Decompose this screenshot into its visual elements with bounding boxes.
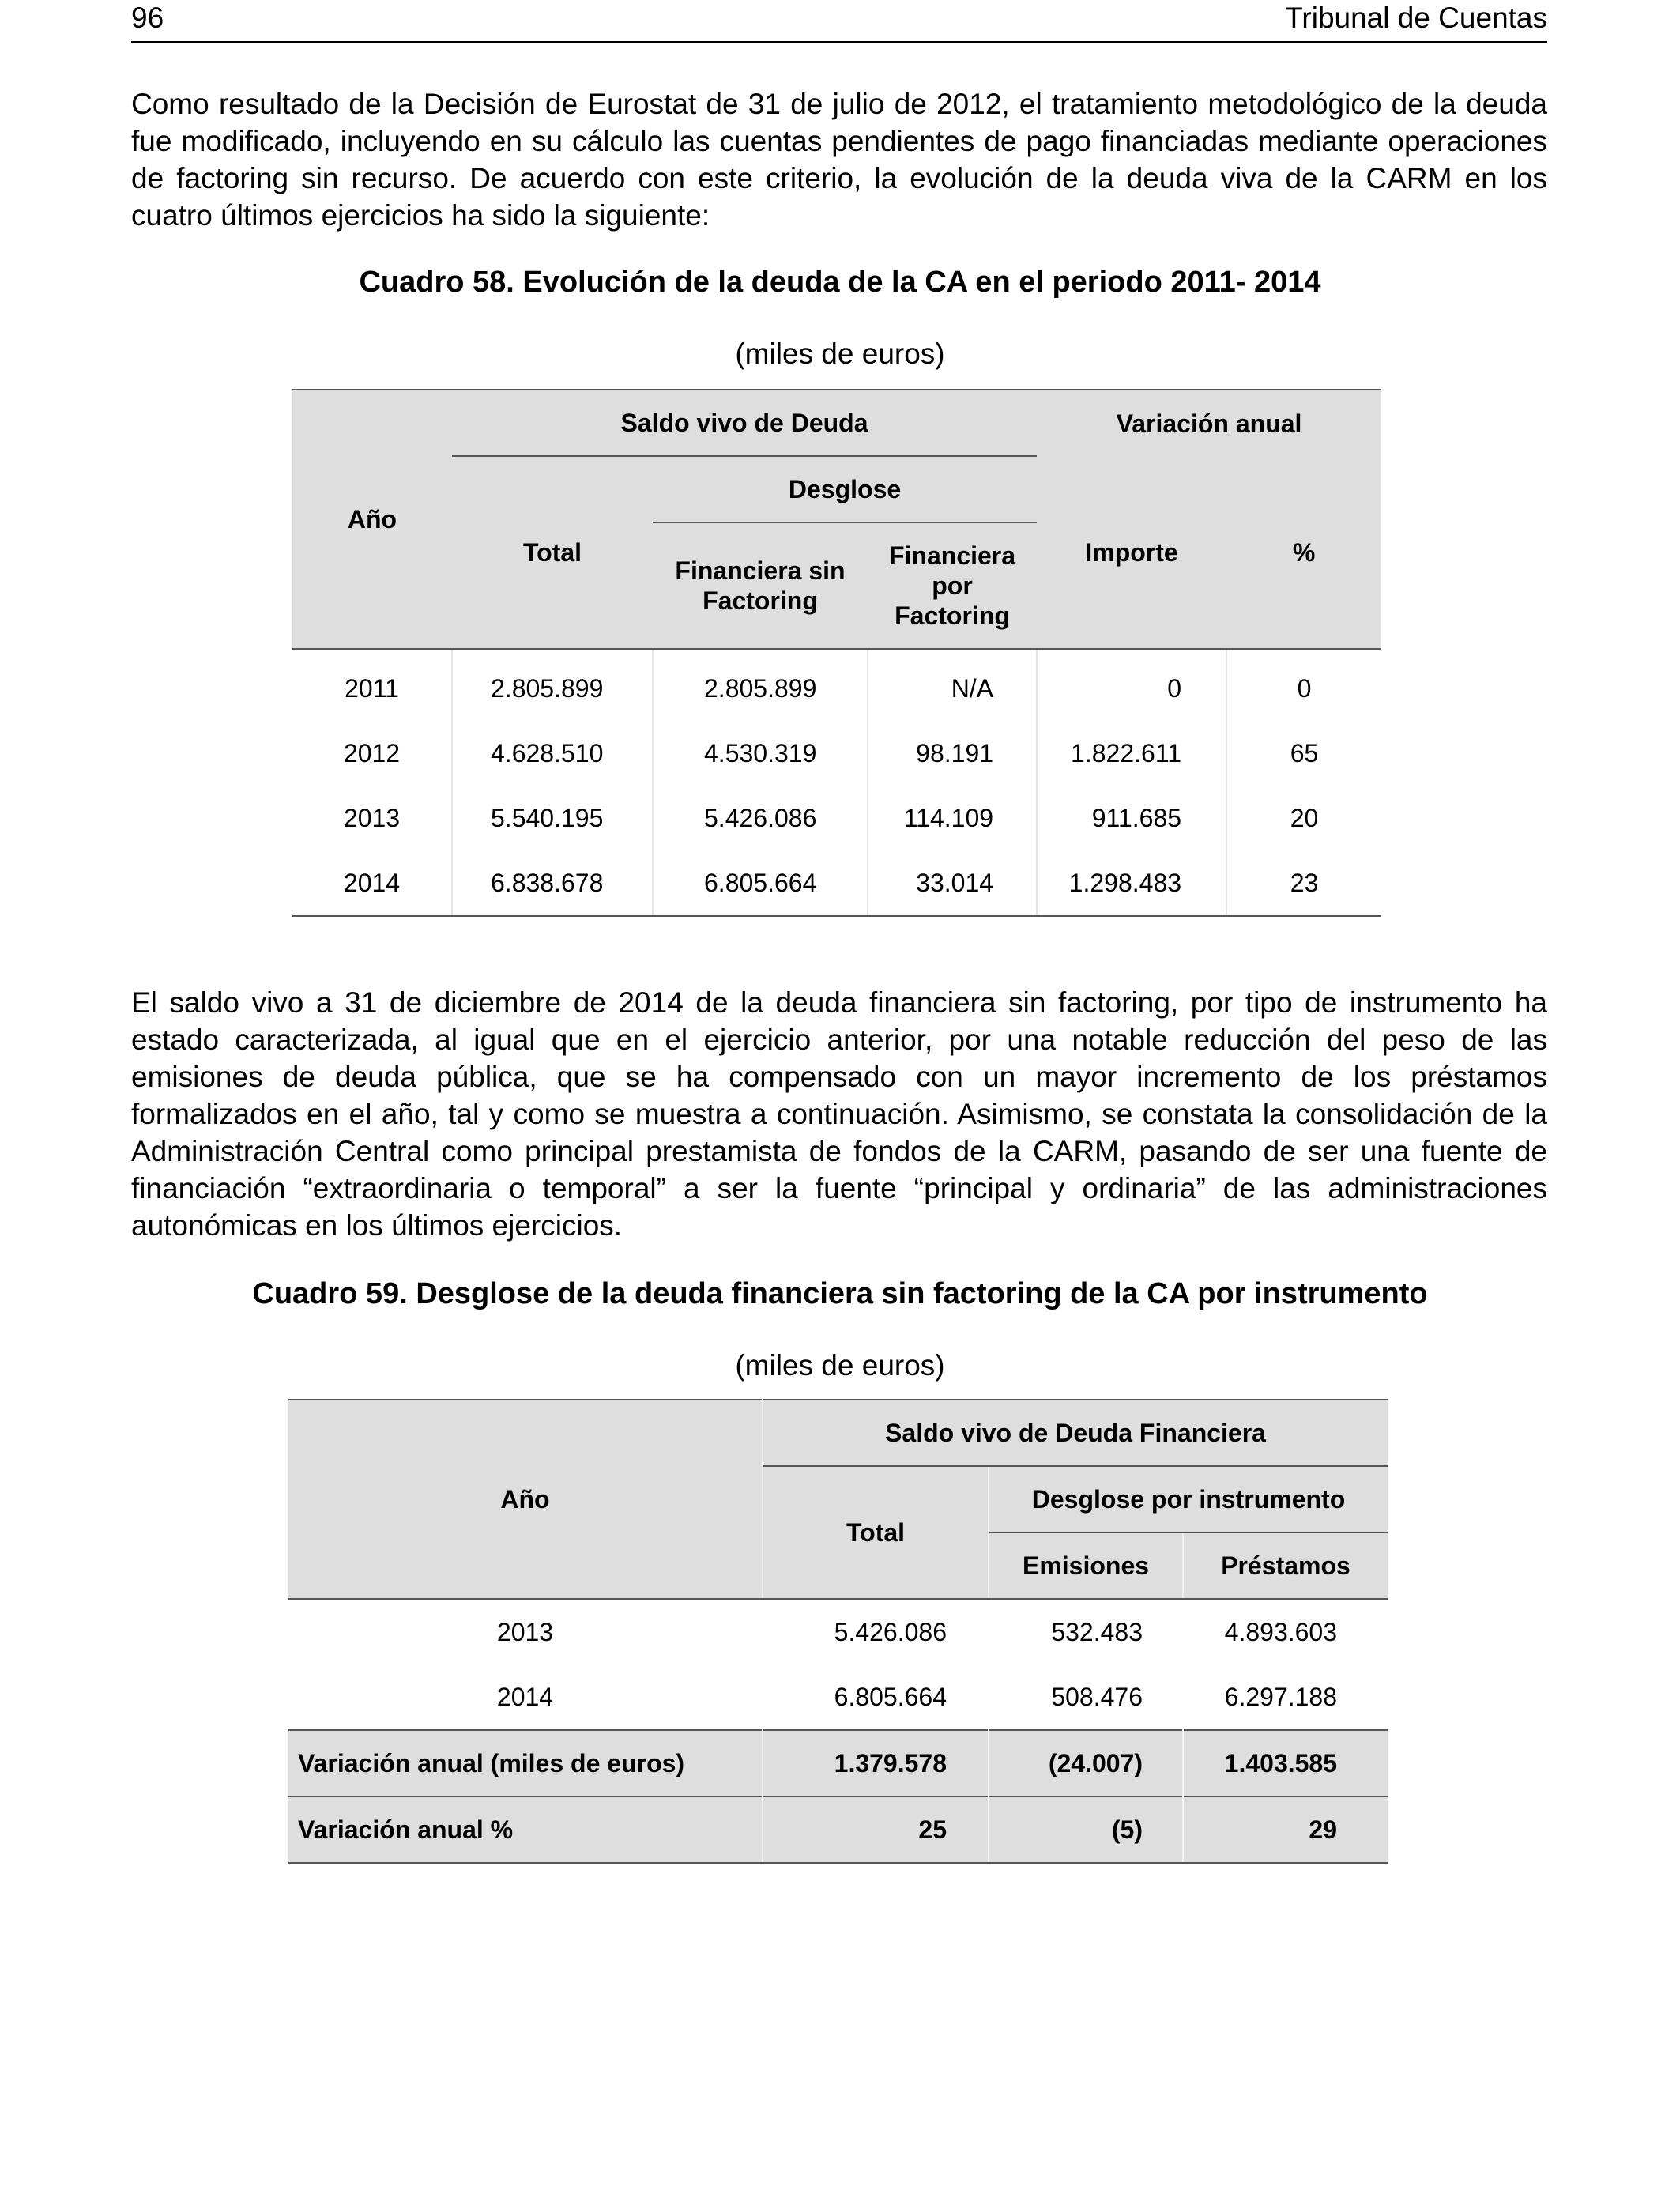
header-prestamos: Préstamos xyxy=(1183,1532,1388,1599)
table-58 xyxy=(292,389,1381,917)
paragraph-analysis: El saldo vivo a 31 de diciembre de 2014 de la deuda financiera sin factoring, por tipo de instrumento ha estado caracterizada, al igual que en el ejercicio anterior, por una notable reducción del peso de las emisiones de deuda pública, que se ha compensado con un mayor incremento de los préstamos formalizados en el año, tal y como se muestra a continuación. Asimismo, se constata la consolidación de la Administración Central como principal prestamista de fondos de la CARM, pasando de ser una fuente de financiación “extraordinaria o temporal” a ser la fuente “principal y ordinaria” de las administraciones autonómicas en los últimos ejercicios. xyxy=(131,986,1547,1242)
header-year: Año xyxy=(288,1400,763,1599)
cell-total: 4.628.510 xyxy=(452,721,653,786)
table-59 xyxy=(288,1399,1388,1864)
running-title: Tribunal de Cuentas xyxy=(1285,2,1547,34)
paragraph-intro: Como resultado de la Decisión de Eurostat de 31 de julio de 2012, el tratamiento metodológico de la deuda fue modificado, incluyendo en su cálculo las cuentas pendientes de pago financiadas mediante operaciones de factoring sin recurso. De acuerdo con este criterio, la evolución de la deuda viva de la CARM en los cuatro últimos ejercicios ha sido la siguiente: xyxy=(131,88,1547,232)
cell-pct: 23 xyxy=(1226,850,1381,916)
cell-emisiones: 508.476 xyxy=(989,1664,1183,1730)
cell-fin-sin: 2.805.899 xyxy=(653,649,868,721)
table58-units: (miles de euros) xyxy=(735,337,945,370)
cell-year: 2014 xyxy=(292,850,452,916)
cell-year: 2012 xyxy=(292,721,452,786)
cell-variation-label: Variación anual (miles de euros) xyxy=(288,1730,763,1796)
cell-pct: 20 xyxy=(1290,803,1319,832)
header-total: Total xyxy=(763,1466,989,1599)
header-importe: Importe xyxy=(1037,456,1226,649)
cell-year: 2011 xyxy=(292,649,452,721)
table-row xyxy=(292,850,1381,916)
cell-year: 2014 xyxy=(288,1664,763,1730)
header-pct: % xyxy=(1226,456,1381,649)
cell-fin-por: 98.191 xyxy=(868,721,1037,786)
cell-emisiones: (24.007) xyxy=(989,1730,1183,1796)
header-fin-por-factoring: Financiera por Factoring xyxy=(868,522,1037,649)
cell-fin-por: 114.109 xyxy=(868,786,1037,850)
header-variacion: Variación anual xyxy=(1037,390,1381,456)
header-saldo: Saldo vivo de Deuda xyxy=(452,390,1037,456)
table-row xyxy=(292,649,1381,721)
header-saldo-financiera: Saldo vivo de Deuda Financiera xyxy=(763,1400,1388,1466)
cell-pct: 65 xyxy=(1290,738,1319,767)
cell-variation-label: Variación anual % xyxy=(288,1796,763,1863)
cell-fin-sin: 6.805.664 xyxy=(653,850,868,916)
header-desglose-instrumento: Desglose por instrumento xyxy=(989,1466,1388,1532)
page-number: 96 xyxy=(131,2,164,34)
cell-prestamos: 1.403.585 xyxy=(1183,1730,1388,1796)
table59-caption: Cuadro 59. Desglose de la deuda financiera sin factoring de la CA por instrumento xyxy=(252,1277,1428,1310)
cell-fin-sin: 5.426.086 xyxy=(653,786,868,850)
cell-fin-por: 33.014 xyxy=(868,850,1037,916)
cell-prestamos: 6.297.188 xyxy=(1224,1682,1338,1711)
cell-importe: 1.822.611 xyxy=(1037,721,1226,786)
variation-row-percent xyxy=(288,1796,1388,1863)
cell-emisiones: (5) xyxy=(989,1796,1183,1863)
cell-total: 5.426.086 xyxy=(763,1599,989,1664)
table58-caption: Cuadro 58. Evolución de la deuda de la CA en el periodo 2011- 2014 xyxy=(359,266,1321,299)
cell-year: 2013 xyxy=(288,1599,763,1664)
cell-total: 1.379.578 xyxy=(763,1730,989,1796)
cell-total: 5.540.195 xyxy=(452,786,653,850)
cell-pct: 0 xyxy=(1297,673,1312,703)
cell-total: 2.805.899 xyxy=(452,649,653,721)
cell-total: 6.805.664 xyxy=(763,1664,989,1730)
page-header xyxy=(131,0,1547,43)
table-row xyxy=(288,1664,1388,1730)
header-total: Total xyxy=(452,456,653,649)
cell-prestamos: 4.893.603 xyxy=(1224,1617,1338,1646)
cell-fin-sin: 4.530.319 xyxy=(653,721,868,786)
cell-importe: 911.685 xyxy=(1037,786,1226,850)
table-row xyxy=(292,721,1381,786)
header-desglose: Desglose xyxy=(653,456,1037,522)
variation-row-amount xyxy=(288,1730,1388,1796)
cell-importe: 1.298.483 xyxy=(1037,850,1226,916)
header-year: Año xyxy=(292,390,452,649)
cell-fin-por: N/A xyxy=(868,649,1037,721)
cell-year: 2013 xyxy=(292,786,452,850)
table-row xyxy=(288,1599,1388,1664)
cell-total: 25 xyxy=(763,1796,989,1863)
table59-units: (miles de euros) xyxy=(735,1349,945,1382)
cell-importe: 0 xyxy=(1037,649,1226,721)
cell-total: 6.838.678 xyxy=(452,850,653,916)
header-emisiones: Emisiones xyxy=(989,1532,1183,1599)
cell-prestamos: 29 xyxy=(1183,1796,1388,1863)
header-fin-sin-factoring: Financiera sin Factoring xyxy=(653,522,868,649)
table-row xyxy=(292,786,1381,850)
cell-emisiones: 532.483 xyxy=(989,1599,1183,1664)
